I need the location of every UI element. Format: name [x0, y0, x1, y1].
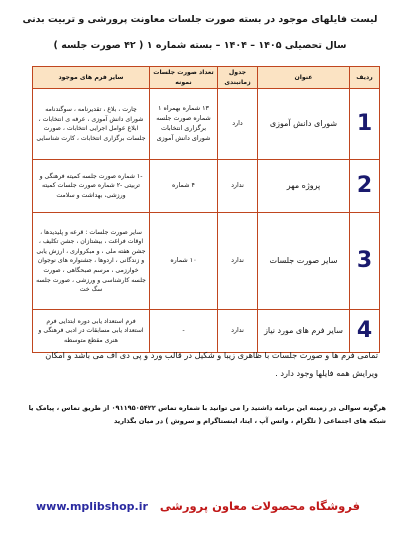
- row-count: ۱۰ شماره: [150, 213, 218, 310]
- header-count: تعداد صورت جلسات نمونه: [150, 67, 218, 89]
- row-schedule: ندارد: [218, 160, 258, 213]
- store-name: فروشگاه محصولات معاون پرورشی: [159, 499, 360, 513]
- row-title: سایر صورت جلسات: [258, 213, 350, 310]
- files-table: [32, 66, 380, 353]
- table-header-row: [33, 67, 380, 89]
- row-schedule: ندارد: [218, 310, 258, 353]
- row-number: 2: [350, 160, 380, 213]
- row-count: -: [150, 310, 218, 353]
- header-row-number: ردیف: [350, 67, 380, 89]
- row-schedule: ندارد: [218, 213, 258, 310]
- row-forms: سایر صورت جلسات : قرعه و پلیدیدها ، اوقات فراغت ، بیشتازان ، جشن تکلیف ، جشن هفته ملی ، و مبکرواری ، ارزش یابی و زندگانی ، اردوها ، جشنواره های نوجوان خوارزمی ، مرسم صبحگاهی ، صورت جلسه کارشناسی و ورزشی ، صورت جلسه سگ خت: [33, 213, 150, 310]
- table-row: [33, 89, 380, 160]
- contact-info: هرگونه سوالی در زمینه این برنامه داشتید را می توانید با شماره تماس ۰۹۱۱۹۵۰۵۴۲۲ از طریق تماس ، پیامک یا شبکه های اجتماعی ( تلگرام ، واتس آپ ، ایتا، اینستاگرام و سروش ) در میان بگذارید: [28, 404, 386, 425]
- format-note: تمامی فرم ها و صورت جلسات با ظاهری زیبا و شکیل در قالب ورد و پی دی اف می باشد و امکان ویرایش همه فایلها وجود دارد .: [45, 350, 378, 378]
- row-title: شورای دانش آموزی: [258, 89, 350, 160]
- document-subtitle: سال تحصیلی ۱۴۰۵ – ۱۴۰۴ – بسته شماره ۱ ( ۴۲ صورت جلسه ): [53, 40, 347, 51]
- table-row: [33, 213, 380, 310]
- row-count: ۱۳ شماره بهمراه ۱ شماره صورت جلسه برگزاری انتخابات شورای دانش آموزی: [150, 89, 218, 160]
- header-schedule: جدول زمانبندی: [218, 67, 258, 89]
- row-forms: فرم استعداد یابی دوره ابتدایی فرم استعداد یابی مسابقات در ادبی فرهنگی و هنری مقطع متوسطه: [33, 310, 150, 353]
- row-number: 3: [350, 213, 380, 310]
- row-forms: چارت ، بلاغ ، تقدیرنامه ، سوگندنامه شورای دانش آموزی ، عرفه ی انتخابات ، ابلاغ عوامل اجرایی انتخابات ، صورت جلسات برگزاری انتخابات ، کارت شناسایی: [33, 89, 150, 160]
- row-number: 4: [350, 310, 380, 353]
- row-number: 1: [350, 89, 380, 160]
- document-title: لیست فایلهای موجود در بسته صورت جلسات معاونت پرورشی و تربیت بدنی: [22, 14, 378, 25]
- header-forms: سایر فرم های موجود: [33, 67, 150, 89]
- website-link[interactable]: www.mplibshop.ir: [36, 500, 148, 513]
- row-title: سایر فرم های مورد نیاز: [258, 310, 350, 353]
- table-row: [33, 160, 380, 213]
- row-schedule: دارد: [218, 89, 258, 160]
- row-title: پروژه مهر: [258, 160, 350, 213]
- row-forms: -۱ شماره صورت جلسه کمیته فرهنگی و تربیتی -۲ شماره صورت جلسات کمیته ورزشی، بهداشت و سلامت: [33, 160, 150, 213]
- row-count: ۴ شماره: [150, 160, 218, 213]
- header-title: عنوان: [258, 67, 350, 89]
